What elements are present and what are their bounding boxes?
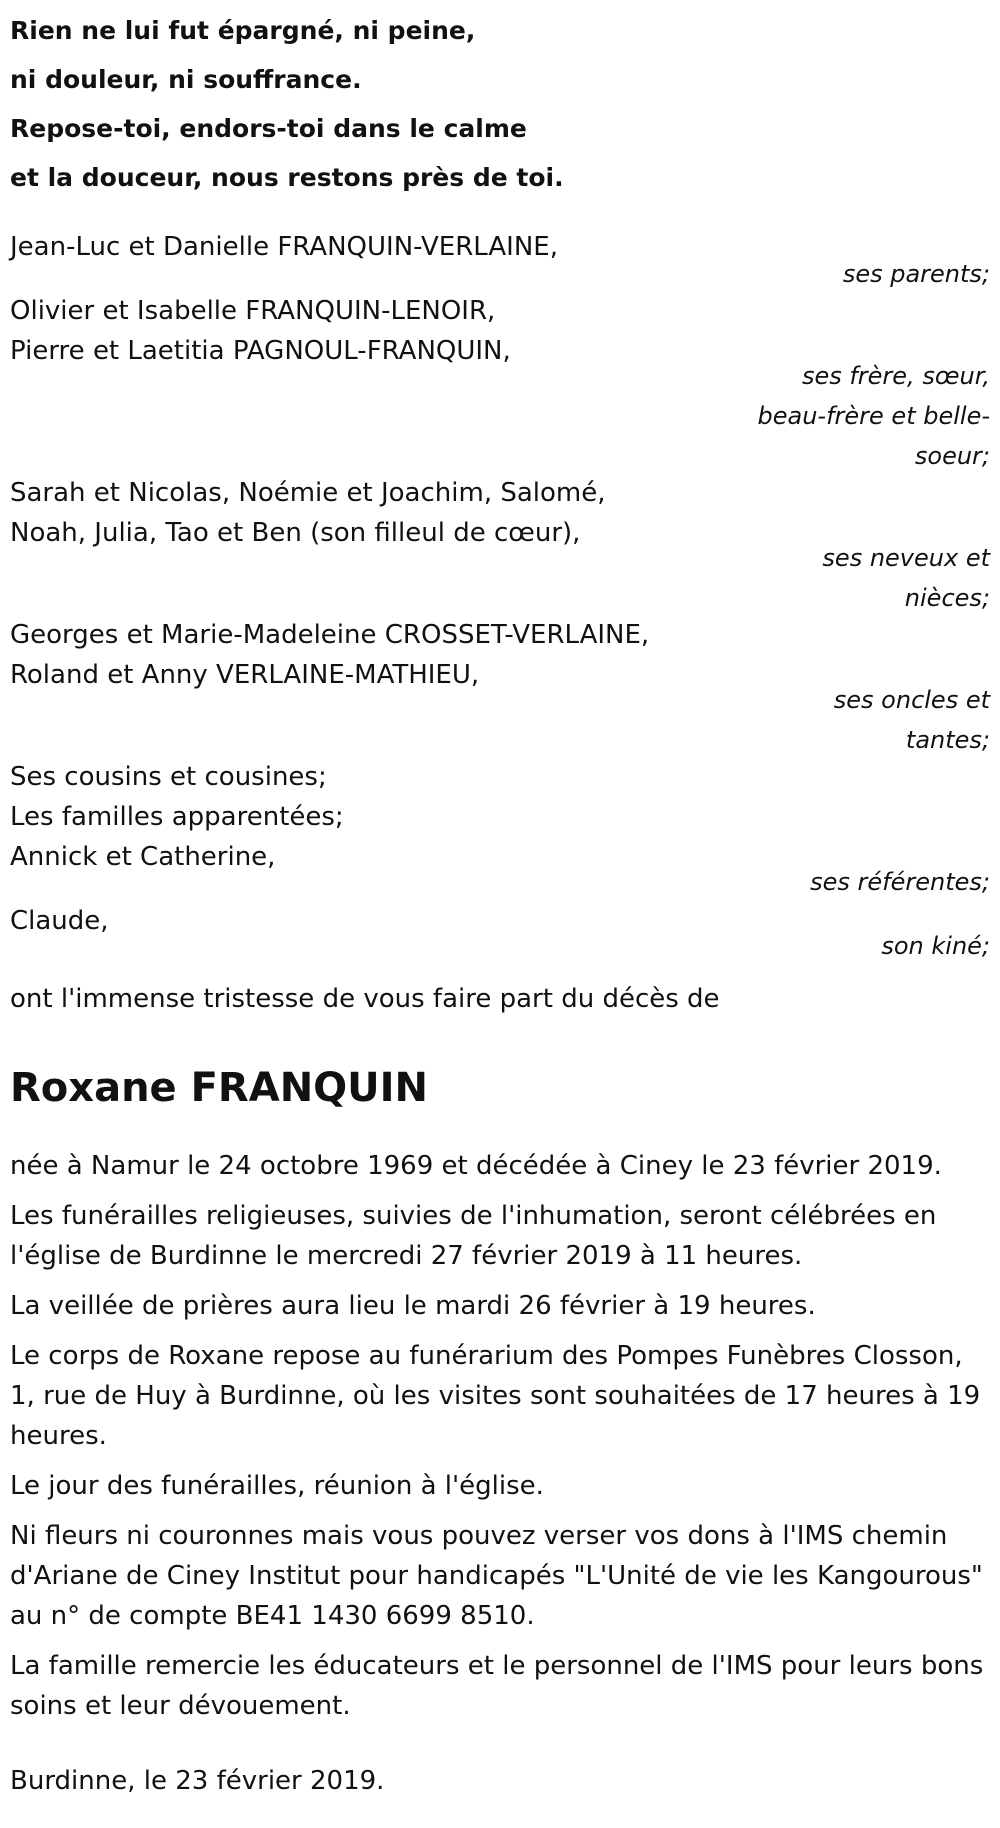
referents-role: ses référentes; bbox=[810, 868, 990, 896]
referents-line: Annick et Catherine, bbox=[10, 842, 276, 872]
physio-line: Claude, bbox=[10, 906, 109, 936]
poem-line: ni douleur, ni souffrance. bbox=[10, 65, 362, 94]
funeral-paragraph: Les funérailles religieuses, suivies de l'inhumation, seront célébrées en l'église de Burdinne le mercredi 27 février 2019 à 11 heures. bbox=[10, 1201, 937, 1271]
parents-names: Jean-Luc et Danielle FRANQUIN-VERLAINE, bbox=[10, 232, 558, 262]
siblings-role-3: soeur; bbox=[914, 442, 990, 470]
uncles-line-2: Roland et Anny VERLAINE-MATHIEU, bbox=[10, 660, 480, 690]
donations-paragraph: Ni fleurs ni couronnes mais vous pouvez verser vos dons à l'IMS chemin d'Ariane de Ciney Institut pour handicapés "L'Unité de vie les Kangourous" au n° de compte BE41 1430 6699 8510. bbox=[10, 1521, 983, 1631]
uncles-role-1: ses oncles et bbox=[833, 686, 990, 714]
vigil-paragraph: La veillée de prières aura lieu le mardi 26 février à 19 heures. bbox=[10, 1291, 816, 1321]
siblings-role-2: beau-frère et belle- bbox=[757, 402, 990, 430]
funeral-home-paragraph: Le corps de Roxane repose au funérarium des Pompes Funèbres Closson, 1, rue de Huy à Burdinne, où les visites sont souhaitées de 17 heures à 19 heures. bbox=[10, 1341, 981, 1451]
poem-line: Repose-toi, endors-toi dans le calme bbox=[10, 114, 527, 143]
deceased-name: Roxane FRANQUIN bbox=[10, 1065, 429, 1111]
nephews-role-2: nièces; bbox=[904, 584, 990, 612]
cousins-line: Ses cousins et cousines; bbox=[10, 762, 327, 792]
siblings-line-1: Olivier et Isabelle FRANQUIN-LENOIR, bbox=[10, 296, 496, 326]
uncles-line-1: Georges et Marie-Madeleine CROSSET-VERLAINE, bbox=[10, 620, 650, 650]
uncles-role-2: tantes; bbox=[905, 726, 990, 754]
siblings-role-1: ses frère, sœur, bbox=[801, 362, 990, 390]
siblings-line-2: Pierre et Laetitia PAGNOUL-FRANQUIN, bbox=[10, 336, 511, 366]
physio-role: son kiné; bbox=[881, 932, 990, 960]
parents-role: ses parents; bbox=[842, 260, 990, 288]
poem-line: Rien ne lui fut épargné, ni peine, bbox=[10, 16, 476, 45]
closing-line: Burdinne, le 23 février 2019. bbox=[10, 1766, 385, 1796]
thanks-paragraph: La famille remercie les éducateurs et le personnel de l'IMS pour leurs bons soins et leur dévouement. bbox=[10, 1651, 984, 1721]
poem bbox=[10, 6, 564, 202]
nephews-line-2: Noah, Julia, Tao et Ben (son filleul de cœur), bbox=[10, 518, 581, 548]
birth-death-paragraph: née à Namur le 24 octobre 1969 et décédée à Ciney le 23 février 2019. bbox=[10, 1151, 942, 1181]
announcement-line: ont l'immense tristesse de vous faire part du décès de bbox=[10, 984, 720, 1014]
meeting-paragraph: Le jour des funérailles, réunion à l'église. bbox=[10, 1471, 544, 1501]
nephews-role-1: ses neveux et bbox=[822, 544, 990, 572]
nephews-line-1: Sarah et Nicolas, Noémie et Joachim, Salomé, bbox=[10, 478, 606, 508]
related-families-line: Les familles apparentées; bbox=[10, 802, 344, 832]
poem-line: et la douceur, nous restons près de toi. bbox=[10, 163, 564, 192]
